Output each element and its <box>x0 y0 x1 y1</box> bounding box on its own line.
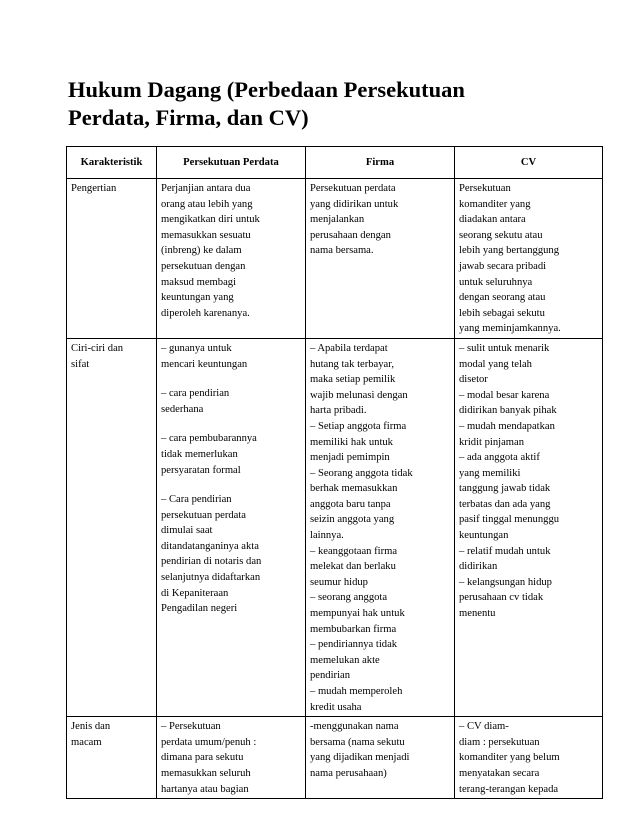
cell-firma <box>306 179 455 339</box>
text-line: perusahaan dengan <box>310 229 391 241</box>
text-line: – Cara pendirian <box>161 494 232 506</box>
text-line: yang didirikan untuk <box>310 198 399 210</box>
text-line: seorang sekutu atau <box>459 229 543 241</box>
page-title <box>68 76 568 132</box>
text-line: tidak memerlukan <box>161 448 238 460</box>
text-line: diperoleh karenanya. <box>161 307 250 319</box>
cell-persekutuan-perdata <box>157 179 306 339</box>
text-line: melekat dan berlaku <box>310 561 396 573</box>
text-line: lebih yang bertanggung <box>459 245 560 257</box>
cell-firma <box>306 338 455 716</box>
text-line: – kelangsungan hidup <box>459 576 552 588</box>
text-line: hutang tak terbayar, <box>310 358 394 370</box>
cell-firma <box>306 717 455 799</box>
text-line: – mudah memperoleh <box>310 686 403 697</box>
text-line: – pendiriannya tidak <box>310 639 398 651</box>
text-line: yang dijadikan menjadi <box>310 752 410 764</box>
text-line: wajib melunasi dengan <box>310 389 408 401</box>
text-line: berhak memasukkan <box>310 483 398 495</box>
cell-persekutuan-perdata <box>157 717 306 799</box>
table-header-row <box>67 147 603 179</box>
text-line: kridit pinjaman <box>459 436 525 448</box>
text-line: perdata umum/penuh : <box>161 736 257 748</box>
text-line: bersama (nama sekutu <box>310 736 405 748</box>
paragraph <box>161 386 300 417</box>
text-line: tanggung jawab tidak <box>459 483 551 495</box>
cell-cv <box>455 179 603 339</box>
comparison-table <box>66 146 603 799</box>
paragraph <box>161 431 300 478</box>
text-line: perusahaan cv tidak <box>459 592 544 604</box>
row-label <box>67 338 157 716</box>
text-line: memasukkan seluruh <box>161 767 251 779</box>
text-line: maka setiap pemilik <box>310 374 396 386</box>
text-line: maksud membagi <box>161 276 237 288</box>
title-line: Hukum Dagang (Perbedaan Persekutuan <box>68 77 465 102</box>
text-line: – sulit untuk menarik <box>459 342 550 354</box>
text-line: Pengadilan negeri <box>161 603 238 615</box>
text-line: menjalankan <box>310 214 365 226</box>
text-line: diadakan antara <box>459 214 526 226</box>
text-line: diam : persekutuan <box>459 736 540 748</box>
text-line: yang meminjamkannya. <box>459 323 561 335</box>
text-line: orang atau lebih yang <box>161 198 253 210</box>
text-line: mengikatkan diri untuk <box>161 214 260 226</box>
text-line: modal yang telah <box>459 358 532 370</box>
text-line: menentu <box>459 608 496 620</box>
text-line: hartanya atau bagian <box>161 783 249 795</box>
text-line: memasukkan sesuatu <box>161 229 251 241</box>
text-line: persyaratan formal <box>161 464 241 476</box>
text-line: seizin anggota yang <box>310 514 395 526</box>
text-line: membubarkan firma <box>310 623 397 635</box>
text-line: – mudah mendapatkan <box>459 420 555 432</box>
text-line: disetor <box>459 374 488 386</box>
text-line: mempunyai hak untuk <box>310 608 405 620</box>
text-line: keuntungan <box>459 530 509 542</box>
text-line: untuk seluruhnya <box>459 276 533 288</box>
text-line: ditandatanganinya akta <box>161 540 259 552</box>
text-line: persekutuan dengan <box>161 260 246 272</box>
text-line: komanditer yang <box>459 198 531 210</box>
text-line: lebih sebagai sekutu <box>459 307 545 319</box>
text-line: memelukan akte <box>310 654 380 666</box>
text-line: di Kepaniteraan <box>161 587 229 599</box>
text-line: – Setiap anggota firma <box>310 420 407 432</box>
text-line: Persekutuan perdata <box>310 183 396 194</box>
text-line: dimulai saat <box>161 525 213 537</box>
paragraph <box>161 341 300 372</box>
header-firma: Firma <box>306 147 455 179</box>
text-line: – Seorang anggota tidak <box>310 467 413 479</box>
cell-persekutuan-perdata <box>157 338 306 716</box>
text-line: Perjanjian antara dua <box>161 183 251 194</box>
text-line: dimana para sekutu <box>161 752 244 764</box>
text-line: nama perusahaan) <box>310 767 387 779</box>
text-line: selanjutnya didaftarkan <box>161 572 261 584</box>
text-line: didirikan <box>459 561 498 573</box>
text-line: kredit usaha <box>310 701 362 713</box>
text-line: – modal besar karena <box>459 389 550 401</box>
cell-cv <box>455 338 603 716</box>
text-line: – ada anggota aktif <box>459 452 540 464</box>
text-line: – CV diam- <box>459 721 509 733</box>
text-line: nama bersama. <box>310 245 374 257</box>
text-line: sifat <box>71 358 90 370</box>
text-line: – gunanya untuk <box>161 342 232 354</box>
text-line: menjadi pemimpin <box>310 452 390 464</box>
text-line: jawab secara pribadi <box>459 260 547 272</box>
text-line: menyatakan secara <box>459 767 540 779</box>
row-label: Pengertian <box>67 179 157 339</box>
text-line: (inbreng) ke dalam <box>161 245 242 257</box>
header-karakteristik: Karakteristik <box>67 147 157 179</box>
text-line: memiliki hak untuk <box>310 436 393 448</box>
text-line: – Persekutuan <box>161 721 221 733</box>
text-line: -menggunakan nama <box>310 721 399 733</box>
text-line: – cara pembubarannya <box>161 433 257 445</box>
text-line: keuntungan yang <box>161 292 234 304</box>
header-cv: CV <box>455 147 603 179</box>
text-line: komanditer yang belum <box>459 752 560 764</box>
text-line: Jenis dan <box>71 721 111 733</box>
text-line: sederhana <box>161 403 204 415</box>
text-line: persekutuan perdata <box>161 509 247 521</box>
text-line: mencari keuntungan <box>161 358 248 370</box>
text-line: – Apabila terdapat <box>310 342 388 354</box>
text-line: pasif tinggal menunggu <box>459 514 560 526</box>
text-line: – cara pendirian <box>161 388 230 400</box>
text-line: – keanggotaan firma <box>310 545 398 557</box>
text-line: harta pribadi. <box>310 405 367 417</box>
text-line: dengan seorang atau <box>459 292 546 304</box>
text-line: Persekutuan <box>459 183 511 194</box>
text-line: lainnya. <box>310 530 344 542</box>
header-persekutuan-perdata: Persekutuan Perdata <box>157 147 306 179</box>
row-label <box>67 717 157 799</box>
text-line: macam <box>71 736 102 748</box>
table-row <box>67 338 603 716</box>
text-line: – relatif mudah untuk <box>459 545 551 557</box>
text-line: seumur hidup <box>310 576 368 588</box>
paragraph <box>161 492 300 617</box>
text-line: didirikan banyak pihak <box>459 405 557 417</box>
text-line: anggota baru tanpa <box>310 498 391 510</box>
text-line: yang memiliki <box>459 467 521 479</box>
text-line: terbatas dan ada yang <box>459 498 551 510</box>
table-row <box>67 717 603 799</box>
text-line: Ciri-ciri dan <box>71 342 124 354</box>
cell-cv <box>455 717 603 799</box>
table-row <box>67 179 603 339</box>
text-line: pendirian di notaris dan <box>161 556 262 568</box>
text-line: pendirian <box>310 670 351 682</box>
text-line: terang-terangan kepada <box>459 783 559 795</box>
title-line: Perdata, Firma, dan CV) <box>68 105 309 130</box>
text-line: – seorang anggota <box>310 592 388 604</box>
